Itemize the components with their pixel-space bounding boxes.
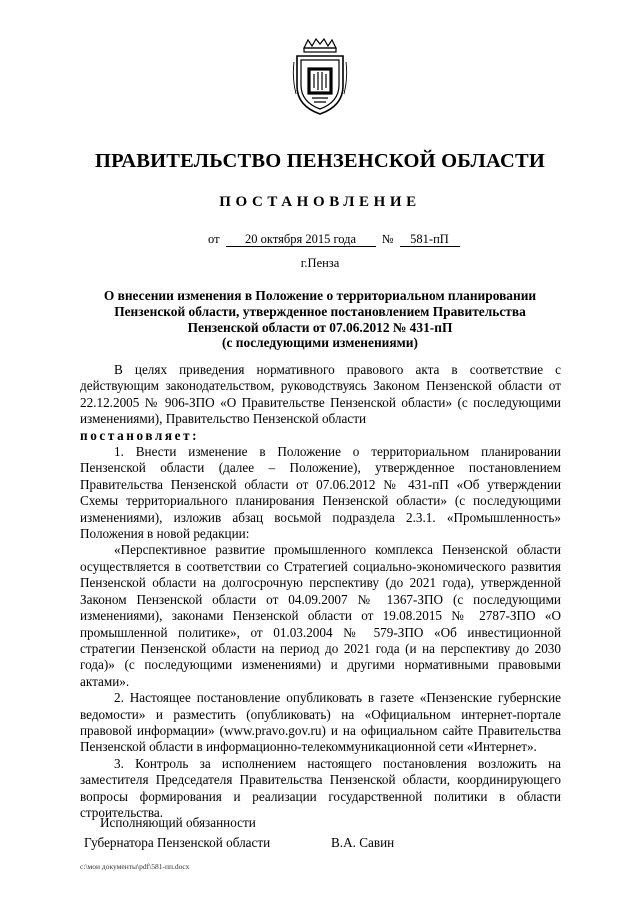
heading-line: Пензенской области, утвержденное постановлением Правительства xyxy=(114,303,526,319)
heading-line: О внесении изменения в Положение о территориальном планировании xyxy=(103,288,537,303)
document-number: 581-пП xyxy=(400,232,460,247)
document-body xyxy=(80,362,561,821)
resolves-line xyxy=(80,428,561,444)
paragraph-quoted-text: «Перспективное развитие промышленного комплекса Пензенской области осуществляется в соответствии со Стратегией социально-экономического развития Пензенской области на долгосрочную перспективу (до 2021 года), утвержденной Законом Пензенской области от 04.09.2007 № 1367-ЗПО (с последующими изменениями), законами Пензенской области от 19.08.2015 № 2787-ЗПО «О промышленной политике», от 01.03.2004 № 579-ЗПО «Об инвестиционной стратегии Пензенской области на период до 2021 года (и на перспективу до 2030 года)» (с последующими изменениями) и другими нормативными правовыми актами». xyxy=(80,542,561,689)
document-date: 20 октября 2015 года xyxy=(226,232,376,247)
paragraph-item-3: 3. Контроль за исполнением настоящего постановления возложить на заместителя Председателя Правительства Пензенской области, координирующего вопросы формирования и реализации государственной политики в области строительства. xyxy=(80,755,561,820)
resolves-word: постановляет: xyxy=(80,427,200,443)
government-title: ПРАВИТЕЛЬСТВО ПЕНЗЕНСКОЙ ОБЛАСТИ xyxy=(95,150,545,172)
signature-position-line-1: Исполняющий обязанности xyxy=(100,815,256,830)
heading-line: (с последующими изменениями) xyxy=(222,335,418,351)
date-number-line xyxy=(208,232,460,247)
paragraph-preamble: В целях приведения нормативного правового акта в соответствие с действующим законодательством, руководствуясь Законом Пензенской области от 22.12.2005 № 906-ЗПО «О Правительстве Пензенской области» (с последующими изменениями), Правительство Пензенской области xyxy=(80,362,561,427)
number-prefix: № xyxy=(381,232,394,246)
file-path-footer: c:\мои документы\pdf\581-пп.docx xyxy=(80,862,190,871)
signature-position-line-2: Губернатора Пензенской области xyxy=(84,835,271,850)
date-prefix: от xyxy=(208,232,220,246)
heading-line: Пензенской области от 07.06.2012 № 431-пП xyxy=(187,319,453,335)
city: г.Пенза xyxy=(300,256,340,270)
coat-of-arms-emblem xyxy=(292,38,348,116)
signatory-name: В.А. Савин xyxy=(331,835,395,850)
document-type: ПОСТАНОВЛЕНИЕ xyxy=(219,194,421,210)
paragraph-item-1: 1. Внести изменение в Положение о территориальном планировании Пензенской области (далее – Положение), утвержденное постановлением Правительства Пензенской области от 07.06.2012 № 431-пП «Об утверждении Схемы территориального планирования Пензенской области» (с последующими изменениями), изложив абзац восьмой подраздела 2.3.1. «Промышленность» Положения в новой редакции: xyxy=(80,444,561,542)
paragraph-item-2: 2. Настоящее постановление опубликовать в газете «Пензенские губернские ведомости» и разместить (опубликовать) на «Официальном интернет-портале правовой информации» (www.pravo.gov.ru) и на официальном сайте Правительства Пензенской области в информационно-телекоммуникационной сети «Интернет». xyxy=(80,690,561,755)
document-heading xyxy=(80,288,560,351)
